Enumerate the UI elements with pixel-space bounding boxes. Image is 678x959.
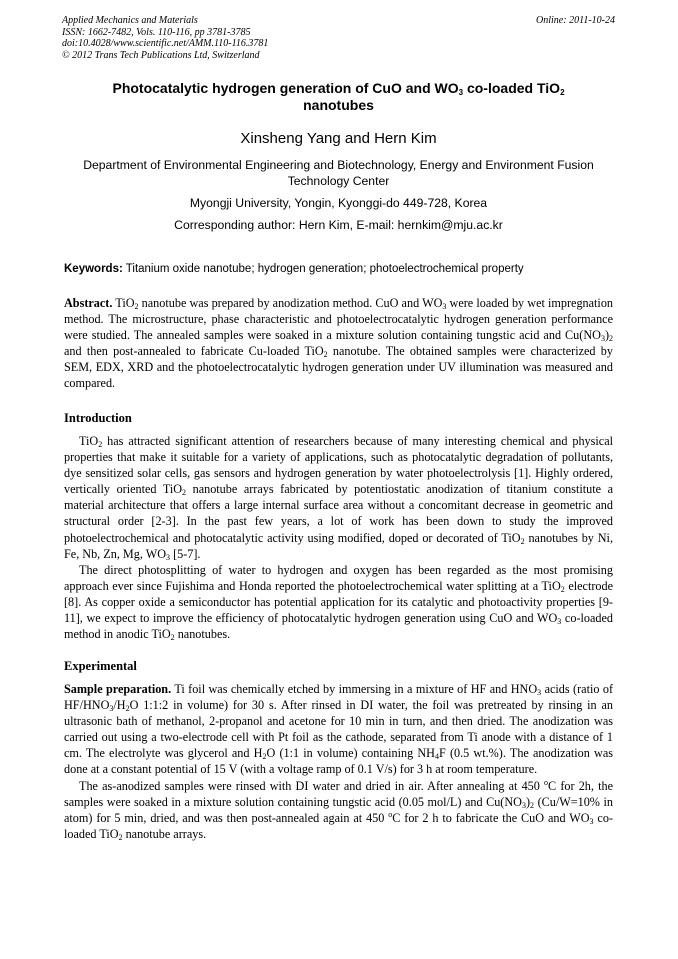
abstract-label: Abstract. [64,296,113,310]
experimental-body [64,681,613,842]
corresponding-author: Corresponding author: Hern Kim, E-mail: hernkim@mju.ac.kr [174,218,503,232]
experimental-paragraph-1: Sample preparation. Ti foil was chemically etched by immersing in a mixture of HF and $HNO_3$ acids (ratio of $HF/HNO_3/H_2O$ 1:1:2 in volume) for 30 s. After rinsed in DI water, the foil was pretreated by rinsing in an ultrasonic bath of methanol, 2-propanol and acetone for 10 min in turn, and then dried. The anodization was carried out using a two-electrode cell with Pt foil as the cathode, separated from Ti anode with a distance of 1 cm. The electrolyte was glycerol and $H_2O$ (1:1 in volume) containing $NH_4F$ (0.5 wt.%). The anodization was done at a constant potential of 15 V (with a voltage ramp of 0.1 V/s) for 3 h at room temperature. [64,682,614,777]
authors: Xinsheng Yang and Hern Kim [240,130,437,147]
abstract: Abstract. TiO$_2$ nanotube was prepared by anodization method. CuO and $WO_3$ were loaded by wet impregnation method. The microstructure, phase characteristic and photoelectrocatalytic hydrogen generation performance were studied. The annealed samples were soaked in a mixture solution containing tungstic acid and $Cu(NO_3)_2$ and then post-annealed to fabricate Cu-loaded TiO$_2$ nanotube. The obtained samples were characterized by SEM, EDX, XRD and the photoelectrocatalytic hydrogen generation under UV illumination was measured and compared. [64,296,614,391]
sample-preparation-label: Sample preparation. [64,682,172,696]
introduction-paragraph-1: TiO$_2$ has attracted significant attention of researchers because of many interesting chemical and physical properties that make it suitable for a variety of applications, such as photocatalytic degradation of pollutants, dye sensitized solar cells, gas sensors and hydrogen generation by water photoelectrolysis [1]. Highly ordered, vertically oriented TiO$_2$ nanotube arrays fabricated by potentiostatic anodization of titanium constitute a material architecture that offers a large internal surface area without a concomitant decrease in geometric and structural order [2-3]. In the past few years, a lot of work has been down to study the improved photoelectrochemical and photocatalytic activity using modified, doped or decorated of TiO$_2$ nanotubes by Ni, Fe, Nb, Zn, Mg, $WO_3$ [5-7]. [64,434,614,562]
paper-title: Photocatalytic hydrogen generation of CuO and $WO_3$ co-loaded TiO$_2$ nanotubes [112,80,565,113]
keywords [64,262,617,276]
affiliation [62,157,615,239]
introduction-paragraph-2: The direct photosplitting of water to hydrogen and oxygen has been regarded as the most promising approach ever since Fujishima and Honda reported the photoelectrochemical water splitting at a TiO$_2$ electrode [8]. As copper oxide a semiconductor has potential application for its catalytic and photoactivity properties [9-11], we expect to improve the efficiency of photocatalytic hydrogen generation using CuO and $WO_3$ co-loaded method in anodic TiO$_2$ nanotubes. [64,562,613,643]
affiliation-university: Myongji University, Yongin, Kyonggi-do 449-728, Korea [189,196,488,210]
copyright-line: © 2012 Trans Tech Publications Ltd, Switzerland [62,49,260,61]
introduction-heading: Introduction [64,411,132,425]
experimental-heading: Experimental [64,659,137,673]
doi-line: doi:10.4028/www.scientific.net/AMM.110-116.3781 [62,38,269,49]
keywords-text: Titanium oxide nanotube; hydrogen generation; photoelectrochemical property [125,263,524,275]
journal-name: Applied Mechanics and Materials [62,15,198,26]
introduction-body [64,433,613,642]
affiliation-department: Department of Environmental Engineering and Biotechnology, Energy and Environment Fusion Technology Center [83,158,594,188]
keywords-label: Keywords: [64,263,123,275]
issn-line: ISSN: 1662-7482, Vols. 110-116, pp 3781-3785 [62,26,251,38]
experimental-paragraph-2: The as-anodized samples were rinsed with DI water and dried in air. After annealing at 450 $^o$C for 2h, the samples were soaked in a mixture solution containing tungstic acid (0.05 mol/L) and $Cu(NO_3)_2$ (Cu/W=10% in atom) for 5 min, dried, and was then post-annealed again at 450 $^o$C for 2 h to fabricate the CuO and $WO_3$ co-loaded TiO$_2$ nanotube arrays. [64,777,614,842]
journal-header [62,15,615,61]
online-date: Online: 2011-10-24 [536,15,615,26]
